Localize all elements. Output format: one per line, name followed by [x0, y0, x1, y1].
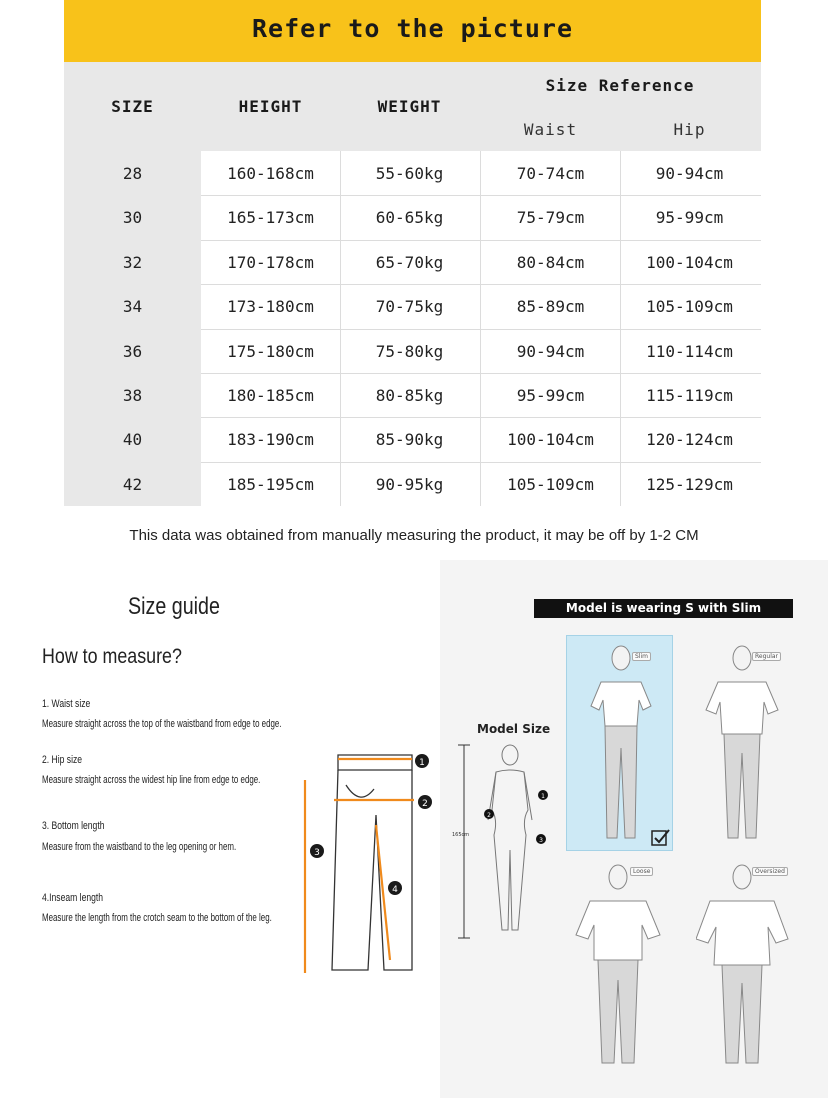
- size-cell: 38: [122, 386, 143, 405]
- step-hip-title: 2. Hip size: [42, 754, 83, 766]
- height-cell: 175-180cm: [227, 341, 314, 361]
- waist-cell: 70-74cm: [516, 164, 585, 183]
- slim-fit-figure: [575, 638, 670, 848]
- waist-cell: 95-99cm: [516, 386, 585, 405]
- measure-lines: [305, 759, 414, 973]
- header-height: HEIGHT: [238, 97, 303, 116]
- fit-label-regular: Regular: [752, 652, 781, 661]
- svg-text:1: 1: [541, 793, 545, 800]
- waist-cell: 90-94cm: [516, 341, 585, 361]
- size-cell: 40: [122, 430, 143, 450]
- weight-cell: 65-70kg: [375, 252, 444, 272]
- weight-cell: 55-60kg: [375, 164, 444, 183]
- hip-cell: 100-104cm: [646, 252, 733, 272]
- hip-cell: 95-99cm: [655, 208, 724, 228]
- how-to-measure-title: How to measure?: [42, 645, 182, 668]
- oversized-fit-figure: [696, 855, 791, 1070]
- height-cell: 160-168cm: [227, 164, 314, 183]
- header-weight: WEIGHT: [377, 97, 442, 116]
- header-hip: Hip: [673, 120, 706, 139]
- waist-cell: 105-109cm: [507, 474, 594, 494]
- size-cell: 32: [122, 252, 143, 272]
- marker-4-icon: [388, 881, 402, 895]
- hip-cell: 125-129cm: [646, 474, 733, 494]
- measurement-note: This data was obtained from manually measuring the product, it may be off by 1-2 CM: [129, 527, 699, 544]
- height-cell: 185-195cm: [227, 474, 314, 494]
- waist-cell: 100-104cm: [507, 430, 594, 450]
- model-body-figure: [452, 740, 562, 945]
- row-divider: [201, 284, 761, 285]
- regular-fit-figure: [696, 638, 791, 848]
- marker-3-icon: [310, 844, 324, 858]
- banner-title: Refer to the picture: [251, 14, 574, 43]
- weight-cell: 90-95kg: [375, 474, 444, 494]
- column-divider: [620, 151, 621, 506]
- loose-fit-figure: [572, 855, 667, 1070]
- step-inseam-title: 4.Inseam length: [42, 892, 104, 904]
- hip-cell: 90-94cm: [655, 164, 724, 183]
- size-cell: 28: [122, 164, 143, 183]
- svg-text:2: 2: [422, 799, 428, 809]
- person-regular-icon: [706, 646, 778, 838]
- figure-marker-3-icon: [536, 834, 546, 844]
- step-hip-desc: Measure straight across the widest hip line from edge to edge.: [42, 774, 261, 786]
- model-wearing-badge: Model is wearing S with Slim: [534, 599, 793, 618]
- model-height-label: 165cm: [452, 832, 470, 838]
- row-divider: [201, 240, 761, 241]
- height-cell: 165-173cm: [227, 208, 314, 228]
- hip-cell: 115-119cm: [646, 386, 733, 405]
- row-divider: [201, 417, 761, 418]
- weight-cell: 60-65kg: [375, 208, 444, 228]
- model-size-title: Model Size: [477, 722, 551, 736]
- figure-marker-2-icon: [484, 809, 494, 819]
- height-cell: 170-178cm: [227, 252, 314, 272]
- header-waist: Waist: [523, 120, 578, 139]
- size-cell: 42: [122, 474, 143, 494]
- figure-marker-1-icon: [538, 790, 548, 800]
- weight-cell: 75-80kg: [375, 341, 444, 361]
- waist-cell: 75-79cm: [516, 208, 585, 228]
- size-cell: 34: [122, 297, 143, 317]
- step-waist-desc: Measure straight across the top of the waistband from edge to edge.: [42, 718, 282, 730]
- header-size: SIZE: [111, 97, 154, 116]
- svg-text:2: 2: [487, 812, 491, 819]
- pants-diagram: [300, 745, 440, 980]
- step-inseam-desc: Measure the length from the crotch seam to the bottom of the leg.: [42, 912, 272, 924]
- person-oversized-icon: [696, 865, 788, 1063]
- svg-text:3: 3: [539, 837, 543, 844]
- size-cell: 30: [122, 208, 143, 228]
- marker-1-icon: [415, 754, 429, 768]
- waist-cell: 85-89cm: [516, 297, 585, 317]
- size-guide-title: Size guide: [128, 593, 220, 620]
- row-divider: [201, 373, 761, 374]
- hip-cell: 110-114cm: [646, 341, 733, 361]
- step-bottom-desc: Measure from the waistband to the leg opening or hem.: [42, 841, 237, 853]
- weight-cell: 70-75kg: [375, 297, 444, 317]
- row-divider: [201, 329, 761, 330]
- svg-text:1: 1: [419, 758, 425, 768]
- svg-text:4: 4: [392, 885, 398, 895]
- column-divider: [340, 151, 341, 506]
- person-slim-icon: [591, 646, 651, 838]
- person-loose-icon: [576, 865, 660, 1063]
- svg-text:3: 3: [314, 848, 320, 858]
- row-divider: [201, 195, 761, 196]
- fit-label-oversized: Oversized: [752, 867, 788, 876]
- weight-cell: 80-85kg: [375, 386, 444, 405]
- female-figure-icon: [488, 745, 532, 930]
- row-divider: [201, 462, 761, 463]
- size-cell: 36: [122, 341, 143, 361]
- hip-cell: 105-109cm: [646, 297, 733, 317]
- height-cell: 183-190cm: [227, 430, 314, 450]
- height-cell: 173-180cm: [227, 297, 314, 317]
- height-cell: 180-185cm: [227, 386, 314, 405]
- header-size-reference: Size Reference: [545, 76, 695, 95]
- fit-label-loose: Loose: [630, 867, 653, 876]
- weight-cell: 85-90kg: [375, 430, 444, 450]
- marker-2-icon: [418, 795, 432, 809]
- waist-cell: 80-84cm: [516, 252, 585, 272]
- column-divider: [480, 151, 481, 506]
- pants-outline-icon: [332, 755, 412, 970]
- step-bottom-title: 3. Bottom length: [42, 820, 105, 832]
- fit-label-slim: Slim: [632, 652, 651, 661]
- step-waist-title: 1. Waist size: [42, 698, 91, 710]
- size-column-band: [64, 151, 201, 506]
- hip-cell: 120-124cm: [646, 430, 733, 450]
